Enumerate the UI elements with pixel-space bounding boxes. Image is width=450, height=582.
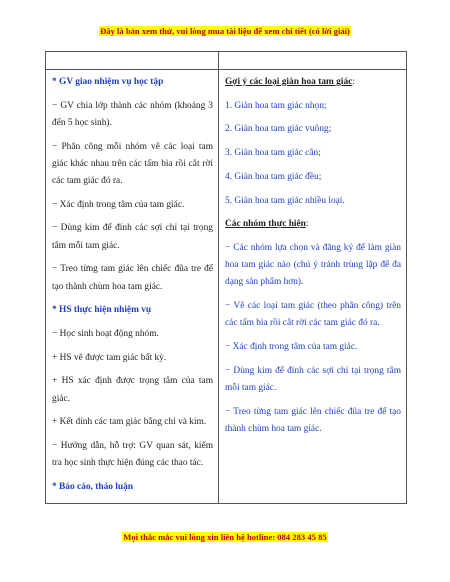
heading-suggestions-colon: :: [352, 77, 355, 87]
paragraph: − Xác định trong tâm của tam giác.: [52, 199, 185, 210]
table-content-row: [46, 70, 407, 504]
paragraph: − Dùng kim để đính các sợi chỉ tại trọng tâm mỗi tam giác.: [225, 365, 401, 393]
preview-notice: [0, 26, 450, 36]
lesson-table: [45, 51, 407, 504]
empty-cell-right: [219, 52, 407, 70]
heading-groups-colon: :: [305, 219, 309, 230]
hotline-notice-text: Mọi thắc mắc vui lòng xin liên hệ hotline: 084 283 45 85: [123, 532, 327, 542]
heading-report: * Báo cáo, thảo luận: [52, 481, 134, 492]
paragraph: − Phân công mỗi nhóm vẽ các loại tam giác khác nhau trên các tấm bìa rồi cắt rời các tam giác đó ra.: [52, 141, 213, 187]
heading-suggestions: [225, 74, 401, 91]
preview-notice-text: Đây là bản xem thử, vui lòng mua tài liệu để xem chi tiết (có lời giải): [100, 26, 350, 36]
heading-groups: [225, 216, 401, 233]
list-item: 3. Giàn hoa tam giác cân;: [225, 148, 321, 159]
left-column: [46, 70, 219, 504]
list-item: 1. Giàn hoa tam giác nhọn;: [225, 100, 327, 111]
hotline-notice: [0, 532, 450, 542]
paragraph: − Vẽ các loại tam giác (theo phân công) trên các tấm bìa rồi cắt rời các tam giác đó ra.: [225, 301, 401, 329]
paragraph: − Treo từng tam giác lên chiếc đũa tre để tạo thành chùm hoa tam giác.: [52, 264, 213, 292]
paragraph: − Học sinh hoạt động nhóm.: [52, 328, 159, 339]
paragraph: − Treo từng tam giác lên chiếc đũa tre để tạo thành chùm hoa tam giác.: [225, 406, 401, 434]
right-column: [219, 70, 407, 504]
heading-groups-text: Các nhóm thực hiện: [225, 219, 306, 230]
list-item: 4. Giàn hoa tam giác đều;: [225, 171, 322, 182]
paragraph: + Kết dính các tam giác bằng chỉ và kim.: [52, 417, 207, 428]
heading-perform-task: * HS thực hiện nhiệm vụ: [52, 305, 152, 316]
paragraph: − Dùng kim để đính các sợi chỉ tại trọng tâm mỗi tam giác.: [52, 223, 213, 251]
paragraph: − Xác định trong tâm của tam giác.: [225, 341, 358, 352]
paragraph: + HS vẽ được tam giác bất kỳ.: [52, 352, 167, 363]
heading-suggestions-text: Gợi ý các loại giàn hoa tam giác: [225, 77, 353, 87]
paragraph: − GV chia lớp thành các nhóm (khoảng 3 đến 5 học sinh).: [52, 100, 213, 128]
empty-cell-left: [46, 52, 219, 70]
paragraph: − Các nhóm lựa chọn và đăng ký để làm giàn hoa tam giác nào (chú ý tránh trùng lặp để đa dạng sản phẩm hơn).: [225, 242, 401, 288]
list-item: 2. Giàn hoa tam giác vuông;: [225, 124, 332, 135]
table-header-row: [46, 52, 407, 70]
heading-assign-task: * GV giao nhiệm vụ học tập: [52, 77, 164, 87]
list-item: 5. Giàn hoa tam giác nhiều loại.: [225, 195, 345, 206]
paragraph: + HS xác định được trọng tâm của tam giác.: [52, 376, 213, 404]
paragraph: − Hướng dẫn, hỗ trợ: GV quan sát, kiểm tra học sinh thực hiện đúng các thao tác.: [52, 440, 213, 469]
